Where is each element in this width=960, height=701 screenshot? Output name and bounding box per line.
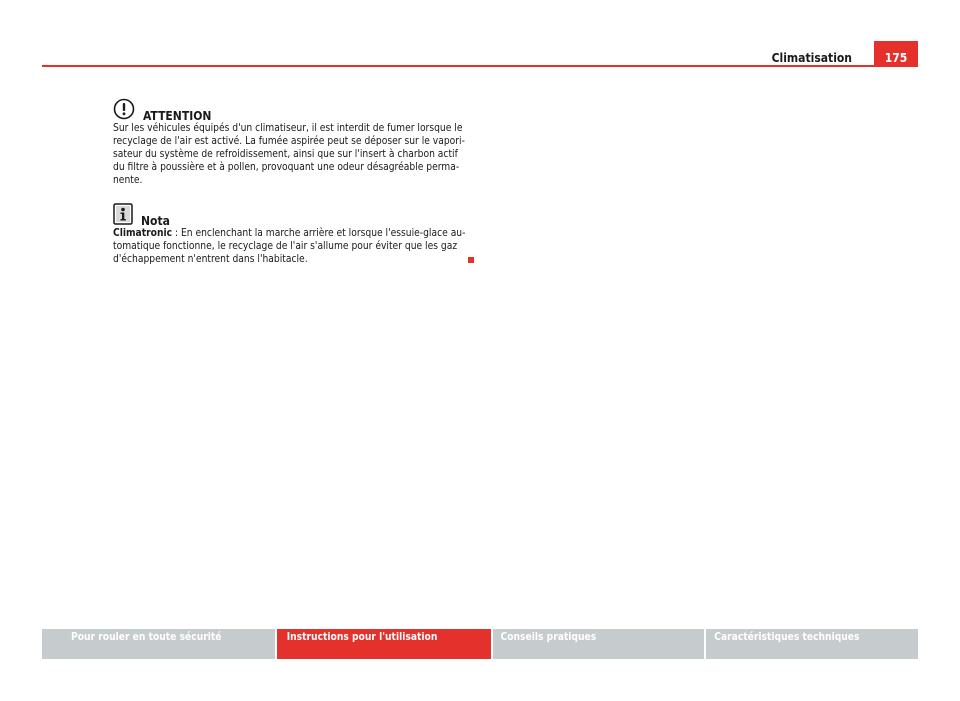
page-number-badge [874,41,918,67]
footer-tab-securite[interactable]: Pour rouler en toute sécurité [42,629,275,659]
footer-tab-caracteristiques[interactable]: Caractéristiques techniques [706,629,918,659]
info-document-icon [113,203,133,225]
running-header-title: Climatisation [771,51,852,65]
exclamation-circle-icon [113,98,135,120]
header-rule [42,65,918,67]
note-body: : En enclenchant la marche arrière et lorsque l'essuie-glace au- tomatique fonctionne, le recyclage de l'air s'allume pour éviter que les gaz d'échappement n'entrent dans l'habitacle. [113,228,466,266]
note-heading [113,203,467,228]
warning-heading [113,98,467,123]
section-end-marker [468,257,474,263]
page-number: 175 [884,51,908,65]
note-bold-lead: Climatronic [113,228,173,239]
warning-text: Sur les véhicules équipés d'un climatiseur, il est interdit de fumer lorsque le recyclage de l'air est activé. La fumée aspirée peut se déposer sur le vapori- sateur du système de refroidissement, ainsi que sur l'insert à charbon actif du filtre à poussière et à pollen, provoquant une odeur désagréable perma- nente. [113,123,465,187]
note-block [113,203,467,266]
footer-nav [42,629,918,659]
note-label: Nota [141,214,170,228]
footer-tab-instructions[interactable]: Instructions pour l'utilisation [277,629,491,659]
footer-tab-conseils[interactable]: Conseils pratiques [493,629,705,659]
warning-block [113,98,467,187]
note-text [113,227,467,266]
warning-label: ATTENTION [143,109,212,123]
